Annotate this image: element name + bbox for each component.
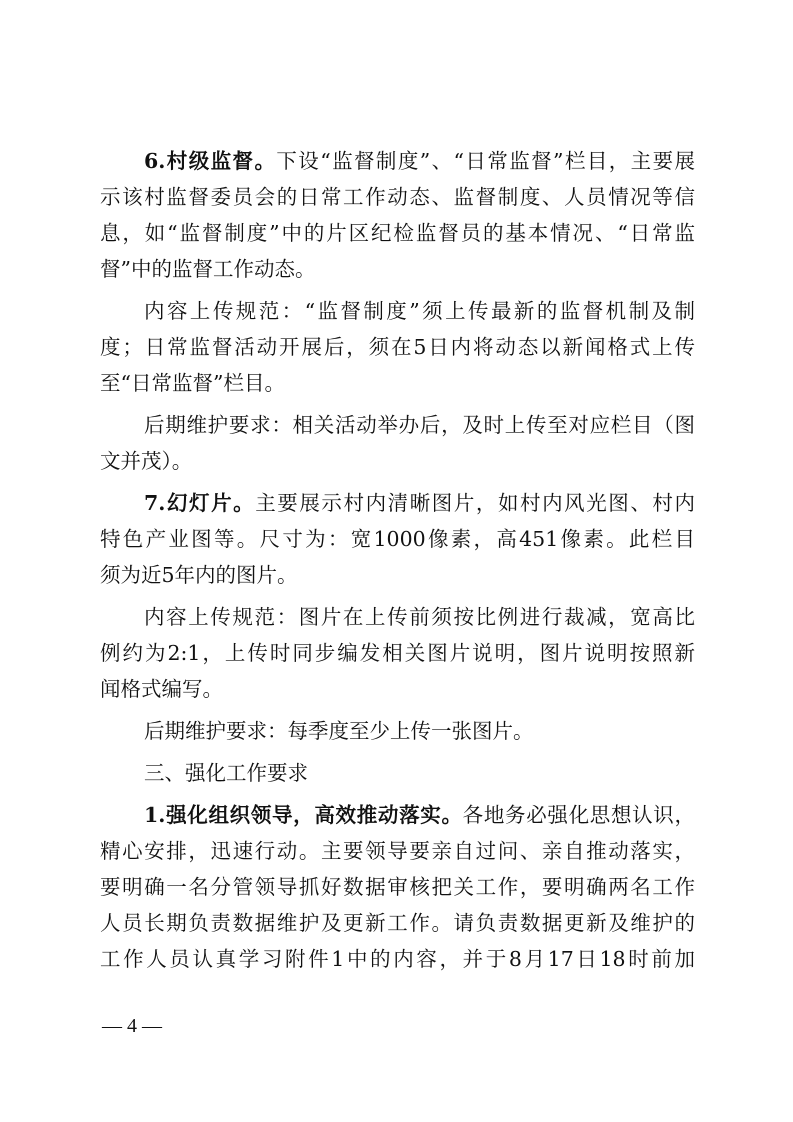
paragraph-line: 例约为2:1，上传时同步编发相关图片说明，图片说明按照新 [100,641,695,665]
paragraph-line: 闻格式编写。 [100,677,223,701]
paragraph-line: 特色产业图等。尺寸为：宽1000像素，高451像素。此栏目 [100,527,695,551]
paragraph-organization-line-1: 1.强化组织领导，高效推动落实。各地务必强化思想认识， [144,803,695,827]
paragraph-line: 工作人员认真学习附件1中的内容，并于8月17日18时前加 [100,947,695,971]
subheading-village-supervision: 6.村级监督。 [144,149,277,173]
paragraph-slideshow-line-1: 7.幻灯片。主要展示村内清晰图片，如村内风光图、村内 [144,491,695,515]
paragraph-village-supervision-line-1: 6.村级监督。下设“监督制度”、“日常监督”栏目，主要展 [144,149,696,173]
paragraph-line: 人员长期负责数据维护及更新工作。请负责数据更新及维护的 [100,911,695,935]
paragraph-line: 要明确一名分管领导抓好数据审核把关工作，要明确两名工作 [100,875,695,899]
paragraph-line: 督”中的监督工作动态。 [100,257,316,281]
paragraph-line: 内容上传规范：图片在上传前须按比例进行裁减，宽高比 [144,605,695,629]
page-number: — 4 — [102,1015,162,1037]
paragraph-line: 文并茂）。 [100,449,193,473]
paragraph-line: 至“日常监督”栏目。 [100,371,285,395]
paragraph-line: 精心安排，迅速行动。主要领导要亲自过问、亲自推动落实， [100,839,695,863]
subheading-organization: 1.强化组织领导，高效推动落实。 [144,803,463,827]
paragraph-line: 后期维护要求：相关活动举办后，及时上传至对应栏目（图 [144,413,695,437]
section-heading: 三、强化工作要求 [144,761,308,785]
paragraph-line: 后期维护要求：每季度至少上传一张图片。 [144,719,534,743]
subheading-slideshow: 7.幻灯片。 [144,491,256,515]
paragraph-line: 度；日常监督活动开展后，须在5日内将动态以新闻格式上传 [100,335,695,359]
paragraph-line: 示该村监督委员会的日常工作动态、监督制度、人员情况等信 [100,185,695,209]
paragraph-line: 息，如“监督制度”中的片区纪检监督员的基本情况、“日常监 [100,221,695,245]
paragraph-line: 内容上传规范：“监督制度”须上传最新的监督机制及制 [144,299,695,323]
paragraph-line: 须为近5年内的图片。 [100,563,298,587]
